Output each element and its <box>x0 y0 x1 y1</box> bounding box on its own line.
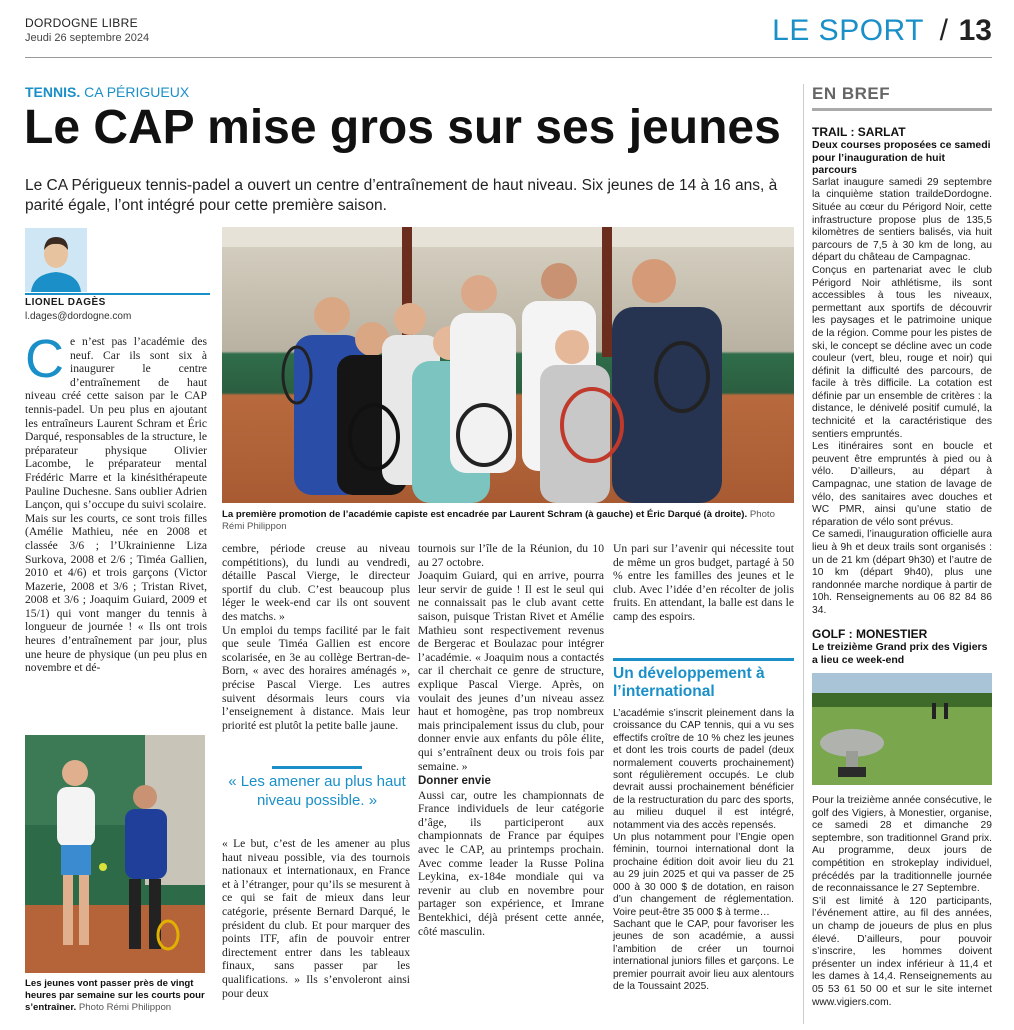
training-photo-caption <box>25 978 207 1014</box>
kicker-club: CA PÉRIGUEUX <box>84 84 190 100</box>
article-paragraph: Joaquim Guiard, qui en arrive, pourra leur servir de guide ! Il est le seul qui ne connaissait pas le club avant cette saison, puisque Tristan Rivet et Amélie Mathieu sont respectivement revenus de Bergerac et Boulazac pour intégrer l’académie. « Joaquim nous a contactés car il cherchait ce genre de structure, explique Pascal Vierge. Après, on voulait des jeunes d’un niveau assez haut et homogène, pas trop nombreux mais principalement issus du club, pour donner envie aux enfants du pôle élite, qui s’entraînent deux ou trois fois par semaine. » <box>418 569 604 773</box>
pull-quote-rule <box>272 766 362 769</box>
trail-paragraph: Ce samedi, l’inauguration officielle aura lieu à 9h et deux trails sont organisés : un de 21 km (départ 9h30) et l’autre de 10 km (départ 9h40), plus une randonnée marche nordique à partir de 10h. Renseignements au 06 82 84 86 34. <box>812 529 992 616</box>
training-photo <box>25 735 205 973</box>
article-subhead: Donner envie <box>418 775 491 788</box>
article-column-2-top <box>222 542 410 732</box>
brief-trail <box>812 125 992 618</box>
main-caption-text: La première promotion de l’académie capiste est encadrée par Laurent Schram (à gauche) et Éric Darqué (à droite). <box>222 509 748 520</box>
golf-paragraph: S’il est limité à 120 participants, l’événement attire, au fil des années, un champ de joueurs de plus en plus élevé. D’ailleurs, pour pouvoir s’inscrire, les hommes doivent présenter un index inférieur à 11,4 et les dames à 14,4. Renseignements au 05 53 61 50 00 et sur le site internet www.vigiers.com. <box>812 895 992 1008</box>
golf-trophy-photo-icon <box>812 673 992 785</box>
golf-heading: GOLF : MONESTIER <box>812 627 928 641</box>
dropcap: C <box>25 329 64 389</box>
golf-photo <box>812 673 992 785</box>
article-paragraph: tournois sur l’île de la Réunion, du 10 au 27 octobre. <box>418 542 604 569</box>
kicker-sport: TENNIS. <box>25 84 81 100</box>
article-paragraph: « Le but, c’est de les amener au plus haut niveau possible, via des tournois nationaux et internationaux, en France et à l’étranger, pour qu’ils se mesurent à ce qui se fait de mieux dans leur catégorie, présente Bernard Darqué, le président du club. Et pour marquer des points ITF, afin de pouvoir entrer directement entrer dans les tableaux finaux, sans passer par les qualifications. » Ils s’envoleront ainsi pour deux <box>222 837 410 1000</box>
brief-golf-body <box>812 795 992 1009</box>
development-box <box>613 708 794 993</box>
sidebar-heading-rule <box>613 658 794 661</box>
issue-date: Jeudi 26 septembre 2024 <box>25 32 150 44</box>
author-name: LIONEL DAGÈS <box>25 297 106 308</box>
article-intro-paragraph: e n’est pas l’académie des neuf. Car ils sont six à inaugurer le centre d’entraînement de haut niveau créé cette saison par le CAP tennis-padel. Un peu plus en ajoutant les entraîneurs Laurent Schram et Éric Darqué, responsables de la structure, le préparateur physique Olivier Lacombe, le préparateur mental Frédéric Marre et la kinésithérapeute Pauline Duchesne. Sans oublier Adrien Lançon, qui s’occupe du suivi scolaire. <box>25 335 207 512</box>
article-paragraph: Un pari sur l’avenir qui nécessite tout de même un gros budget, partagé à 50 % entre les familles des jeunes et le club. Avec l’idée d’en récolter de jolis fruits. En attendant, la balle est dans le camp des espoirs. <box>613 542 794 623</box>
article-paragraph: cembre, période creuse au niveau compétitions), du lundi au vendredi, détaille Pascal Vierge, le directeur sportif du club. C’est beaucoup plus léger le week-end car ils ont souvent des matchs. » <box>222 542 410 623</box>
article-kicker <box>25 84 189 100</box>
small-caption-credit: Photo Rémi Philippon <box>78 1002 172 1013</box>
brief-title: EN BREF <box>812 84 891 103</box>
article-headline: Le CAP mise gros sur ses jeunes <box>24 101 781 154</box>
trail-subhead: Deux courses proposées ce samedi pour l’inauguration de huit parcours <box>812 139 991 177</box>
section-title: LE SPORT <box>772 14 924 47</box>
author-avatar <box>25 228 87 292</box>
header-rule <box>25 57 992 58</box>
pull-quote: « Les amener au plus haut niveau possible. » <box>228 773 406 809</box>
development-paragraph: L’académie s’inscrit pleinement dans la croissance du CAP tennis, qui a vu ses effectifs croître de 10 % chez les jeunes et dont les trois courts de padel (deux normalement couverts prochainement) sont régulièrement occupés. Le club devrait aussi prochainement bénéficier de la restructuration du parc des sports, au milieu duquel il est intégré, notamment via des accès repensés. <box>613 708 794 831</box>
trail-paragraph: Conçus en partenariat avec le club Périgord Noir athlétisme, ils sont accessibles à tous les niveaux, permettant aux sportifs de découvrir les paysages et le patrimoine unique de la région. Comme pour les pistes de ski, le concept se décline avec un code couleur (vert, bleu, rouge et noir) qui définit la difficulté des parcours, de facile à très difficile. La cotation est définie par un ensemble de critères : la distance, le dénivelé positif cumulé, la technicité et la caractéristique des sentiers empruntés. <box>812 264 992 440</box>
development-paragraph: Un plus notamment pour l’Engie open féminin, tournoi international dont la prochaine édition doit avoir lieu du 21 au 29 juin 2025 et qui va passer de 25 000 à 30 000 $ de dotation, en raison d’un changement de réglementation. Voire peut-être 35 000 $ à terme… <box>613 832 794 918</box>
page-separator: / <box>939 14 948 47</box>
tennis-training-photo-icon <box>25 735 205 973</box>
development-paragraph: Sachant que le CAP, pour favoriser les jeunes de son académie, a aussi l’ambition de créer un tournoi international juniors filles et garçons. Le premier pourrait avoir lieu aux alentours de la Toussaint 2025. <box>613 918 794 992</box>
article-column-1 <box>25 329 207 675</box>
article-paragraph: Un emploi du temps facilité par le fait que seule Timéa Gallien est encore scolarisée, en 3e au collège Bertran-de-Born, « avec des horaires aménagés », précise Pascal Vierge. Les autres suivent désormais leurs cours via l’enseignement à distance. Mais leur priorité est plutôt la petite balle jaune. <box>222 623 410 732</box>
tennis-team-photo-icon <box>222 227 794 503</box>
article-paragraph: Mais sur les courts, ce sont trois filles (Amélie Mathieu, née en 2008 et classée 3/6 ; l’Ukrainienne Liza Surkova, 2008 et 2/6 ; Timéa Gallien, 2010 et 4/6) et trois garçons (Victor Mazerie, 2008 et 3/6 ; Tristan Rivet, 2008 et 3/6 ; Joaquim Guiard, 2009 et 15/1) qui vont manger du tennis à longueur de journée ! « Ils ont trois heures d’entraînement par jour, plus une heure de physique (un peu plus en novembre et dé- <box>25 511 207 675</box>
brief-title-rule <box>812 108 992 111</box>
right-rail-divider <box>803 84 804 1024</box>
development-heading: Un développement à l’international <box>613 665 765 700</box>
main-caption-credit: Photo Rémi Philippon <box>222 509 775 532</box>
author-rule <box>25 293 210 295</box>
golf-subhead: Le treizième Grand prix des Vigiers a lieu ce week-end <box>812 641 988 666</box>
trail-paragraph: Les itinéraires sont en boucle et peuvent être empruntés à pied ou à vélo. D’ailleurs, au départ à Campagnac, une station de lavage de vélo, des sanitaires avec douches et WC PMR, ainsi qu’une statio de réparation de vélo sont prévus. <box>812 441 992 528</box>
page-number: 13 <box>958 14 992 47</box>
author-portrait-icon <box>25 228 87 292</box>
main-photo <box>222 227 794 503</box>
small-caption-text: Les jeunes vont passer près de vingt heures par semaine sur les courts pour s’entraîner. <box>25 978 205 1013</box>
newspaper-name: DORDOGNE LIBRE <box>25 16 138 30</box>
trail-heading: TRAIL : SARLAT <box>812 125 906 139</box>
article-standfirst: Le CA Périgueux tennis-padel a ouvert un centre d’entraînement de haut niveau. Six jeunes de 14 à 16 ans, à parité égale, l’ont intégré pour cette première saison. <box>25 177 778 214</box>
trail-paragraph: Sarlat inaugure samedi 29 septembre la cinquième station traildeDordogne. Située au cœur du Périgord Noir, cette infrastructure propose plus de 135,5 kilomètres de sentiers balisés, via huit parcours de 7,5 à 30 km de long, au départ du château de Campagnac. <box>812 176 992 264</box>
brief-golf-head <box>812 627 992 666</box>
article-paragraph: Aussi car, outre les championnats de France individuels de leur catégorie d’âge, ils participeront aux championnats de France par équipes avec le CAP, au printemps prochain. Avec comme leader la Russe Polina Leykina, ex-184e mondiale qui va revenir au club en novembre pour partager son expérience, et Imrane Bentekhici, déjà présent cette année, côté masculin. <box>418 788 604 938</box>
article-column-2-bottom <box>222 837 410 1000</box>
article-column-3 <box>418 542 604 938</box>
article-column-4 <box>613 542 794 624</box>
main-photo-caption <box>222 509 794 533</box>
author-email[interactable]: l.dages@dordogne.com <box>25 311 132 322</box>
golf-paragraph: Pour la treizième année consécutive, le golf des Vigiers, à Monestier, organise, ce samedi 28 et dimanche 29 septembre, son traditionnel Grand prix. Au programme, deux jours de compétition en strokeplay individuel, précédés par la traditionnelle journée de reconnaissance le 27 Septembre. <box>812 795 992 895</box>
